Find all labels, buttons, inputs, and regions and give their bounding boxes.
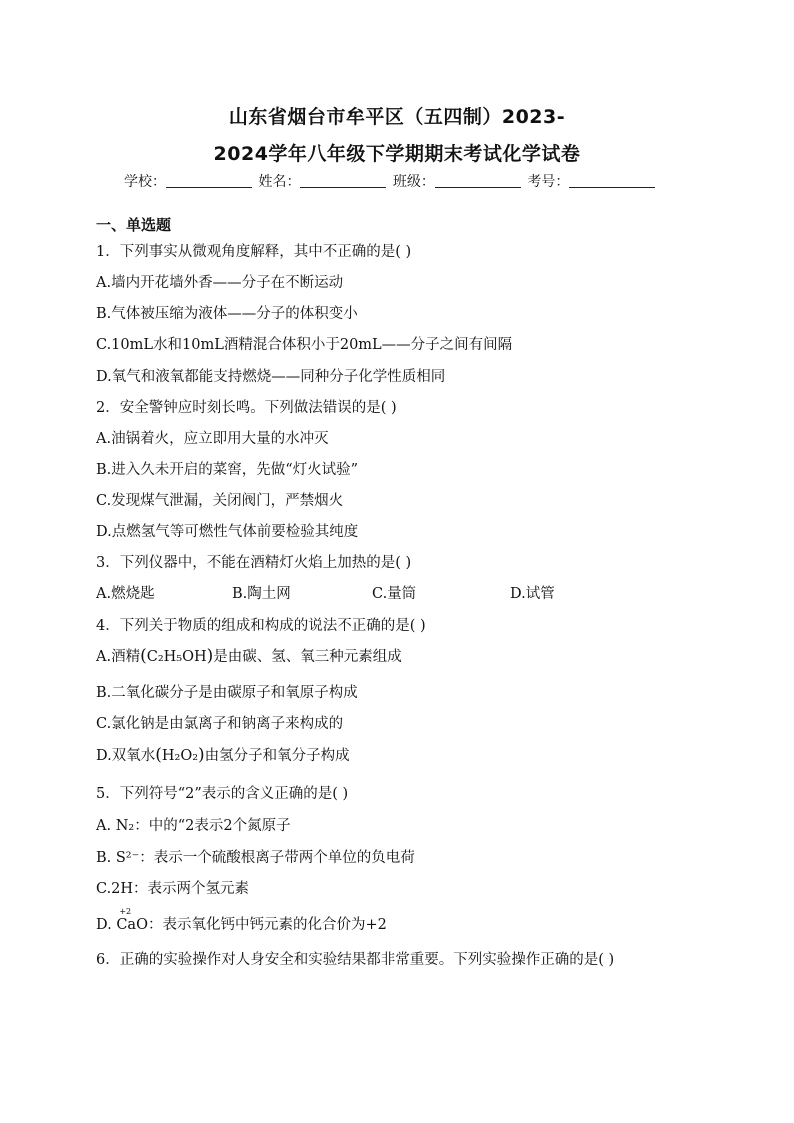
sulfide-ion-symbol: S²⁻ bbox=[115, 850, 140, 866]
question-3-option-b: B.陶土网 bbox=[232, 586, 291, 602]
question-2-option-c: C.发现煤气泄漏，关闭阀门，严禁烟火 bbox=[96, 493, 344, 509]
option-d-text: D.双氧水 bbox=[96, 748, 156, 764]
option-a-text-rest: 是由碳、氢、氧三种元素组成 bbox=[213, 649, 402, 665]
question-1-option-d: D.氧气和液氧都能支持燃烧——同种分子化学性质相同 bbox=[96, 369, 446, 385]
formula: CaO bbox=[116, 917, 148, 933]
question-2-option-b: B.进入久未开启的菜窖，先做“灯火试验” bbox=[96, 462, 359, 478]
question-4-stem: 4．下列关于物质的组成和构成的说法不正确的是( ) bbox=[96, 618, 426, 634]
question-3-option-d: D.试管 bbox=[510, 586, 555, 602]
question-1-stem: 1．下列事实从微观角度解释，其中不正确的是( ) bbox=[96, 244, 412, 260]
exam-title-line1: 山东省烟台市牟平区（五四制）2023- bbox=[228, 106, 566, 128]
exam-number-label: 考号： bbox=[527, 174, 570, 190]
nitrogen-symbol: N₂ bbox=[115, 818, 135, 834]
right-paren: ) bbox=[206, 646, 214, 666]
question-5-option-a bbox=[96, 814, 291, 835]
question-5-option-b bbox=[96, 846, 415, 867]
option-text: ：表示氧化钙中钙元素的化合价为+2 bbox=[147, 917, 387, 933]
question-2-option-a: A.油锅着火，应立即用大量的水冲灭 bbox=[96, 431, 329, 447]
question-6-stem: 6．正确的实验操作对人身安全和实验结果都非常重要。下列实验操作正确的是( ) bbox=[96, 952, 615, 968]
name-blank[interactable] bbox=[300, 173, 386, 188]
question-5-option-d bbox=[96, 907, 387, 934]
question-5-option-c: C.2H：表示两个氢元素 bbox=[96, 881, 250, 897]
ethanol-formula: C₂H₅OH bbox=[146, 649, 207, 665]
school-label: 学校： bbox=[124, 174, 166, 190]
option-label: B. bbox=[96, 850, 116, 866]
left-paren: ( bbox=[140, 646, 147, 666]
school-blank[interactable] bbox=[166, 173, 252, 188]
exam-number-blank[interactable] bbox=[569, 173, 655, 188]
section-heading: 一、单选题 bbox=[96, 216, 172, 234]
question-3-stem: 3．下列仪器中，不能在酒精灯火焰上加热的是( ) bbox=[96, 555, 412, 571]
option-d-text-rest: 由氢分子和氧分子构成 bbox=[204, 748, 350, 764]
question-1-option-b: B.气体被压缩为液体——分子的体积变小 bbox=[96, 306, 358, 322]
question-2-option-d: D.点燃氢气等可燃性气体前要检验其纯度 bbox=[96, 524, 359, 540]
left-paren: ( bbox=[155, 745, 162, 765]
student-info-row bbox=[124, 171, 657, 191]
question-3-option-a: A.燃烧匙 bbox=[96, 586, 155, 602]
question-4-option-d bbox=[96, 744, 350, 765]
calcium-oxide-symbol bbox=[116, 907, 148, 933]
option-label: D. bbox=[96, 917, 117, 933]
question-4-option-b: B.二氧化碳分子是由碳原子和氧原子构成 bbox=[96, 685, 358, 701]
question-4-option-a bbox=[96, 645, 402, 666]
question-4-option-c: C.氯化钠是由氯离子和钠离子来构成的 bbox=[96, 716, 344, 732]
question-1-option-a: A.墙内开花墙外香——分子在不断运动 bbox=[96, 275, 344, 291]
option-label: A. bbox=[96, 818, 116, 834]
valence-mark: +2 bbox=[119, 907, 132, 916]
hydrogen-peroxide-formula: H₂O₂ bbox=[161, 748, 199, 764]
question-1-option-c: C.10mL水和10mL酒精混合体积小于20mL——分子之间有间隔 bbox=[96, 337, 513, 353]
question-3-option-c: C.量筒 bbox=[372, 586, 417, 602]
option-text: ：表示一个硫酸根离子带两个单位的负电荷 bbox=[139, 850, 415, 866]
exam-title-line2: 2024学年八年级下学期期末考试化学试卷 bbox=[213, 143, 581, 165]
question-3-options bbox=[96, 582, 555, 603]
option-text: ：中的“2表示2个氮原子 bbox=[134, 818, 291, 834]
class-label: 班级： bbox=[392, 174, 435, 190]
option-a-text: A.酒精 bbox=[96, 649, 141, 665]
class-blank[interactable] bbox=[435, 173, 521, 188]
question-5-stem: 5．下列符号“2”表示的含义正确的是( ) bbox=[96, 786, 349, 802]
name-label: 姓名： bbox=[258, 174, 301, 190]
question-2-stem: 2．安全警钟应时刻长鸣。下列做法错误的是( ) bbox=[96, 400, 397, 416]
right-paren: ) bbox=[198, 745, 205, 765]
